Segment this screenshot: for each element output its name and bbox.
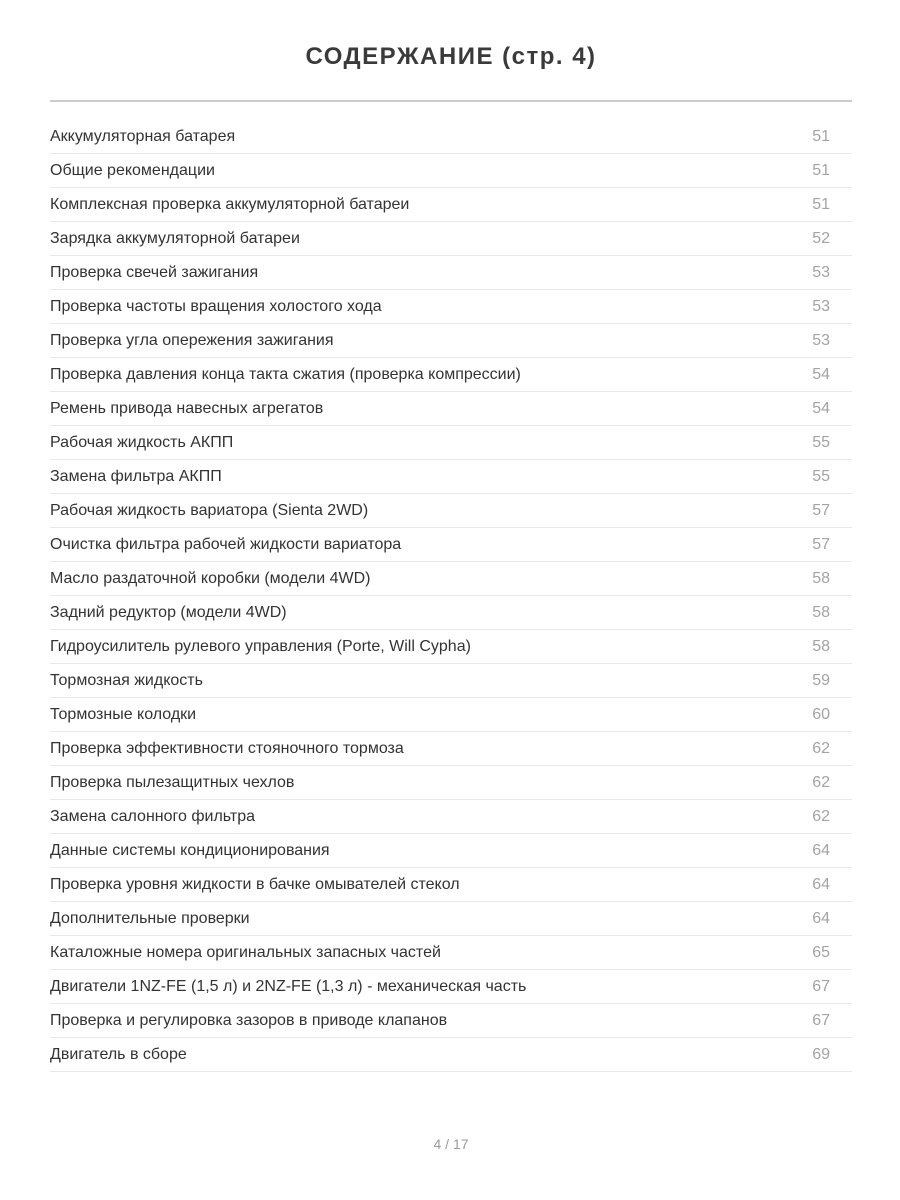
title-divider bbox=[50, 100, 852, 102]
toc-entry[interactable] bbox=[50, 494, 852, 528]
toc-entry-page: 59 bbox=[812, 671, 830, 689]
toc-entry[interactable] bbox=[50, 188, 852, 222]
toc-entry-label: Проверка эффективности стояночного тормоза bbox=[50, 739, 404, 757]
toc-entry-label: Проверка и регулировка зазоров в приводе клапанов bbox=[50, 1011, 448, 1029]
toc-entry-page: 58 bbox=[812, 637, 830, 655]
toc-entry-label: Тормозная жидкость bbox=[50, 671, 203, 689]
toc-entry[interactable] bbox=[50, 120, 852, 154]
toc-entry-page: 51 bbox=[812, 161, 830, 179]
toc-entry[interactable] bbox=[50, 766, 852, 800]
toc-entry[interactable] bbox=[50, 290, 852, 324]
toc-entry[interactable] bbox=[50, 256, 852, 290]
toc-entry-page: 64 bbox=[812, 909, 830, 927]
toc-entry-page: 67 bbox=[812, 1011, 830, 1029]
toc-entry-page: 58 bbox=[812, 569, 830, 587]
toc-entry-label: Гидроусилитель рулевого управления (Porte, Will Cypha) bbox=[50, 637, 471, 655]
toc-entry-page: 67 bbox=[812, 977, 830, 995]
toc-entry-label: Проверка частоты вращения холостого хода bbox=[50, 297, 382, 315]
toc-entry-label: Зарядка аккумуляторной батареи bbox=[50, 229, 300, 247]
toc-entry-page: 64 bbox=[812, 875, 830, 893]
toc-entry-page: 57 bbox=[812, 535, 830, 553]
toc-entry-label: Дополнительные проверки bbox=[50, 909, 250, 927]
toc-entry-label: Аккумуляторная батарея bbox=[50, 127, 236, 145]
toc-entry-page: 53 bbox=[812, 297, 830, 315]
toc-entry-label: Масло раздаточной коробки (модели 4WD) bbox=[50, 569, 371, 587]
toc-entry-page: 60 bbox=[812, 705, 830, 723]
toc-entry[interactable] bbox=[50, 630, 852, 664]
toc-entry[interactable] bbox=[50, 936, 852, 970]
toc-entry[interactable] bbox=[50, 732, 852, 766]
toc-entry-label: Двигатель в сборе bbox=[50, 1045, 187, 1063]
toc-entry[interactable] bbox=[50, 1038, 852, 1072]
toc-entry-label: Ремень привода навесных агрегатов bbox=[50, 399, 324, 417]
toc-entry-label: Очистка фильтра рабочей жидкости вариатора bbox=[50, 535, 402, 553]
toc-list bbox=[50, 120, 852, 1072]
toc-entry-label: Рабочая жидкость АКПП bbox=[50, 433, 234, 451]
toc-entry-label: Проверка пылезащитных чехлов bbox=[50, 773, 295, 791]
toc-entry-page: 62 bbox=[812, 739, 830, 757]
toc-entry-label: Проверка давления конца такта сжатия (проверка компрессии) bbox=[50, 365, 521, 383]
toc-entry-page: 54 bbox=[812, 365, 830, 383]
toc-entry[interactable] bbox=[50, 1004, 852, 1038]
toc-entry[interactable] bbox=[50, 426, 852, 460]
toc-entry-label: Замена фильтра АКПП bbox=[50, 467, 222, 485]
toc-entry-page: 62 bbox=[812, 807, 830, 825]
toc-entry-label: Проверка уровня жидкости в бачке омывателей стекол bbox=[50, 875, 460, 893]
toc-entry[interactable] bbox=[50, 970, 852, 1004]
toc-entry-label: Комплексная проверка аккумуляторной батареи bbox=[50, 195, 410, 213]
toc-entry-label: Каталожные номера оригинальных запасных частей bbox=[50, 943, 441, 961]
toc-entry[interactable] bbox=[50, 698, 852, 732]
toc-entry[interactable] bbox=[50, 868, 852, 902]
toc-entry-label: Замена салонного фильтра bbox=[50, 807, 255, 825]
toc-entry-page: 65 bbox=[812, 943, 830, 961]
toc-entry-label: Задний редуктор (модели 4WD) bbox=[50, 603, 287, 621]
toc-entry-page: 55 bbox=[812, 433, 830, 451]
toc-entry[interactable] bbox=[50, 596, 852, 630]
toc-entry-page: 62 bbox=[812, 773, 830, 791]
toc-entry-page: 51 bbox=[812, 195, 830, 213]
toc-entry-label: Рабочая жидкость вариатора (Sienta 2WD) bbox=[50, 501, 369, 519]
toc-entry-page: 64 bbox=[812, 841, 830, 859]
toc-entry-label: Двигатели 1NZ-FE (1,5 л) и 2NZ-FE (1,3 л) - механическая часть bbox=[50, 977, 527, 995]
toc-entry[interactable] bbox=[50, 392, 852, 426]
toc-entry[interactable] bbox=[50, 358, 852, 392]
toc-entry[interactable] bbox=[50, 902, 852, 936]
toc-entry[interactable] bbox=[50, 222, 852, 256]
toc-entry-label: Проверка свечей зажигания bbox=[50, 263, 259, 281]
toc-entry[interactable] bbox=[50, 834, 852, 868]
toc-entry-page: 52 bbox=[812, 229, 830, 247]
page-title: СОДЕРЖАНИЕ (стр. 4) bbox=[305, 43, 597, 70]
toc-entry-label: Данные системы кондиционирования bbox=[50, 841, 330, 859]
toc-entry-page: 54 bbox=[812, 399, 830, 417]
toc-entry[interactable] bbox=[50, 562, 852, 596]
toc-entry-page: 51 bbox=[812, 127, 830, 145]
page-indicator: 4 / 17 bbox=[433, 1136, 469, 1152]
toc-entry-label: Тормозные колодки bbox=[50, 705, 197, 723]
toc-entry-page: 57 bbox=[812, 501, 830, 519]
toc-entry[interactable] bbox=[50, 800, 852, 834]
toc-entry[interactable] bbox=[50, 460, 852, 494]
toc-entry[interactable] bbox=[50, 154, 852, 188]
toc-entry[interactable] bbox=[50, 528, 852, 562]
toc-entry-page: 53 bbox=[812, 263, 830, 281]
toc-entry[interactable] bbox=[50, 664, 852, 698]
toc-entry[interactable] bbox=[50, 324, 852, 358]
toc-entry-page: 55 bbox=[812, 467, 830, 485]
toc-entry-page: 53 bbox=[812, 331, 830, 349]
toc-entry-page: 58 bbox=[812, 603, 830, 621]
toc-entry-label: Общие рекомендации bbox=[50, 161, 215, 179]
toc-entry-page: 69 bbox=[812, 1045, 830, 1063]
toc-entry-label: Проверка угла опережения зажигания bbox=[50, 331, 334, 349]
